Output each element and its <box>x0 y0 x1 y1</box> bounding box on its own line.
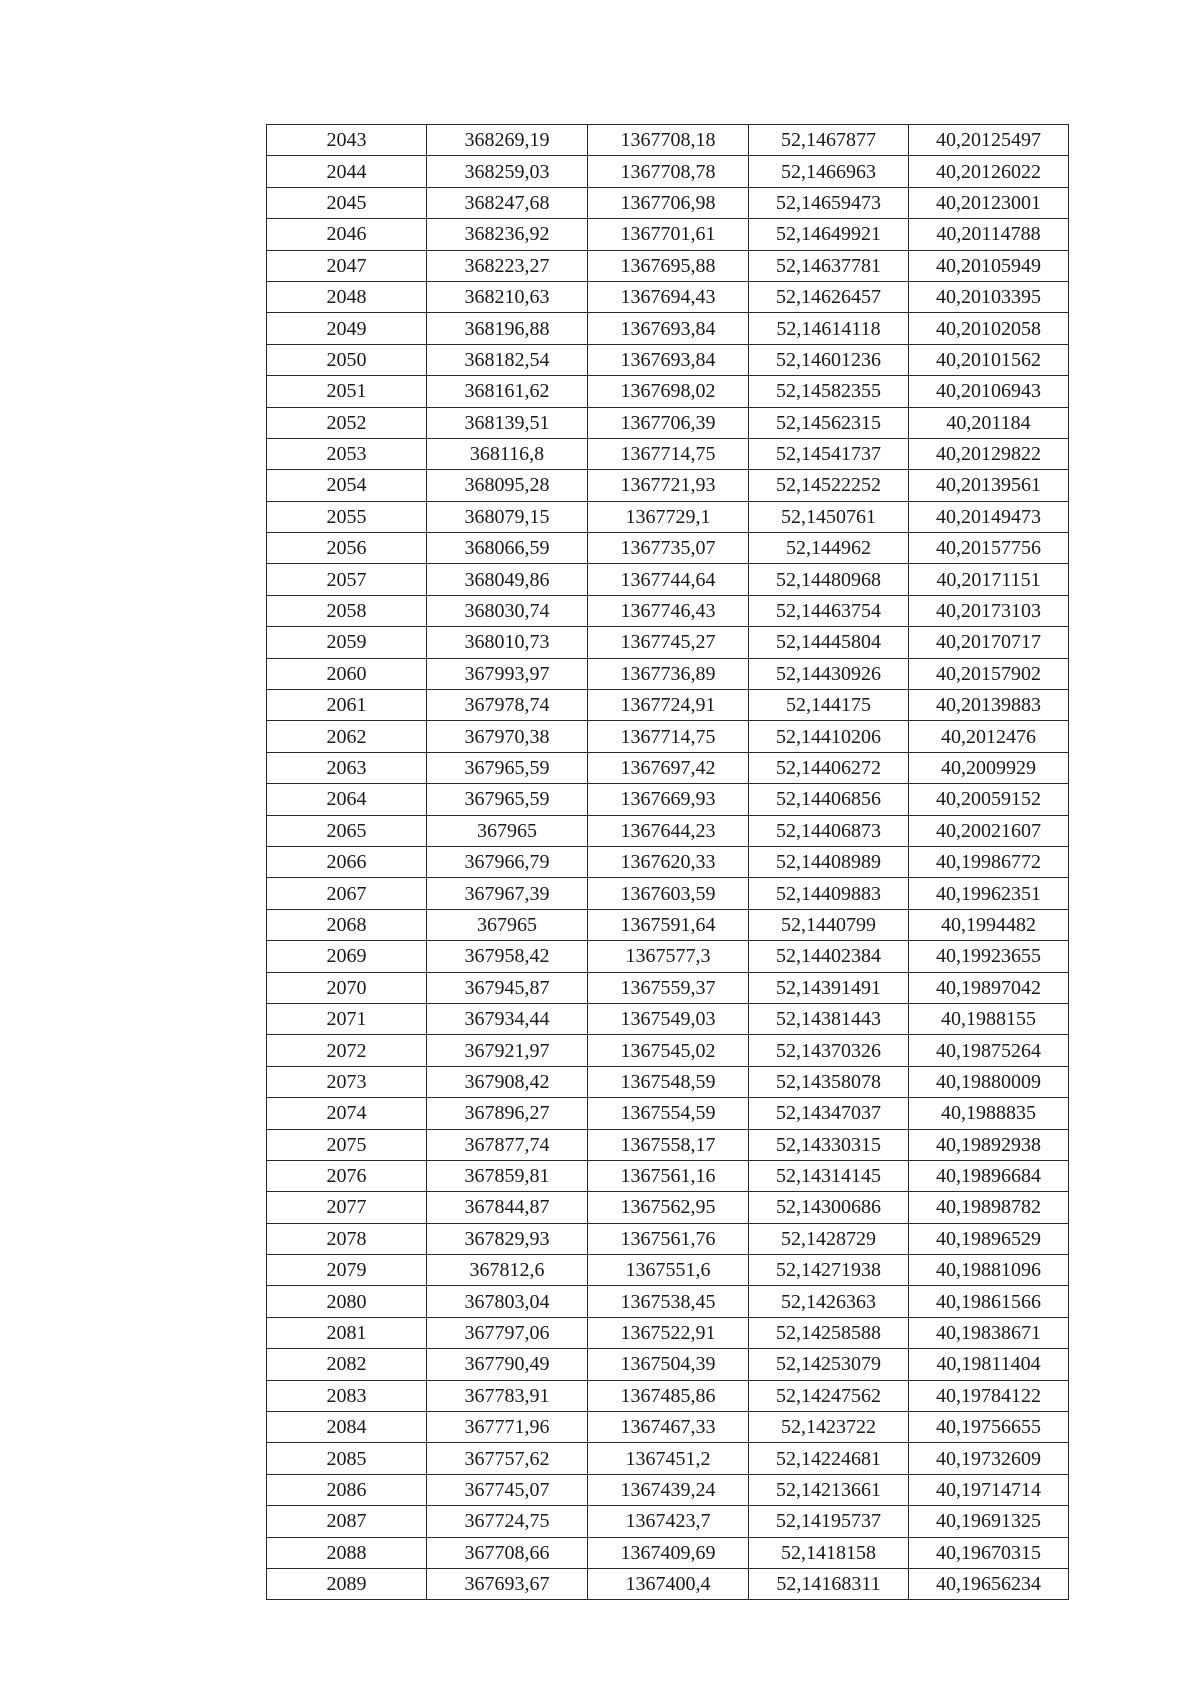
x-coordinate-cell: 367877,74 <box>427 1129 588 1160</box>
x-coordinate-cell: 367965 <box>427 909 588 940</box>
y-coordinate-cell: 1367485,86 <box>588 1380 749 1411</box>
point-number-cell: 2075 <box>267 1129 427 1160</box>
table-row <box>267 125 1069 156</box>
table-row <box>267 1537 1069 1568</box>
longitude-cell: 40,19656234 <box>909 1568 1069 1599</box>
longitude-cell: 40,19962351 <box>909 878 1069 909</box>
latitude-cell: 52,14626457 <box>749 281 909 312</box>
longitude-cell: 40,20101562 <box>909 344 1069 375</box>
latitude-cell: 52,14271938 <box>749 1255 909 1286</box>
latitude-cell: 52,1466963 <box>749 156 909 187</box>
table-row <box>267 1568 1069 1599</box>
x-coordinate-cell: 368079,15 <box>427 501 588 532</box>
y-coordinate-cell: 1367451,2 <box>588 1443 749 1474</box>
point-number-cell: 2066 <box>267 846 427 877</box>
latitude-cell: 52,14463754 <box>749 595 909 626</box>
x-coordinate-cell: 368196,88 <box>427 313 588 344</box>
longitude-cell: 40,20021607 <box>909 815 1069 846</box>
table-row <box>267 156 1069 187</box>
table-row <box>267 1317 1069 1348</box>
y-coordinate-cell: 1367729,1 <box>588 501 749 532</box>
longitude-cell: 40,19838671 <box>909 1317 1069 1348</box>
longitude-cell: 40,20170717 <box>909 627 1069 658</box>
point-number-cell: 2071 <box>267 1003 427 1034</box>
longitude-cell: 40,19670315 <box>909 1537 1069 1568</box>
longitude-cell: 40,20106943 <box>909 376 1069 407</box>
x-coordinate-cell: 367745,07 <box>427 1474 588 1505</box>
longitude-cell: 40,19897042 <box>909 972 1069 1003</box>
y-coordinate-cell: 1367745,27 <box>588 627 749 658</box>
point-number-cell: 2067 <box>267 878 427 909</box>
point-number-cell: 2069 <box>267 941 427 972</box>
longitude-cell: 40,19892938 <box>909 1129 1069 1160</box>
longitude-cell: 40,20171151 <box>909 564 1069 595</box>
point-number-cell: 2084 <box>267 1412 427 1443</box>
latitude-cell: 52,14300686 <box>749 1192 909 1223</box>
table-row <box>267 1474 1069 1505</box>
x-coordinate-cell: 367958,42 <box>427 941 588 972</box>
table-row <box>267 376 1069 407</box>
longitude-cell: 40,19881096 <box>909 1255 1069 1286</box>
table-row <box>267 658 1069 689</box>
x-coordinate-cell: 367797,06 <box>427 1317 588 1348</box>
longitude-cell: 40,20114788 <box>909 219 1069 250</box>
table-row <box>267 187 1069 218</box>
longitude-cell: 40,19811404 <box>909 1349 1069 1380</box>
point-number-cell: 2058 <box>267 595 427 626</box>
x-coordinate-cell: 367966,79 <box>427 846 588 877</box>
latitude-cell: 52,1418158 <box>749 1537 909 1568</box>
latitude-cell: 52,1423722 <box>749 1412 909 1443</box>
table-row <box>267 219 1069 250</box>
x-coordinate-cell: 367790,49 <box>427 1349 588 1380</box>
longitude-cell: 40,20149473 <box>909 501 1069 532</box>
y-coordinate-cell: 1367545,02 <box>588 1035 749 1066</box>
y-coordinate-cell: 1367693,84 <box>588 344 749 375</box>
x-coordinate-cell: 368247,68 <box>427 187 588 218</box>
point-number-cell: 2074 <box>267 1098 427 1129</box>
latitude-cell: 52,14522252 <box>749 470 909 501</box>
table-body <box>267 125 1069 1600</box>
longitude-cell: 40,20125497 <box>909 125 1069 156</box>
y-coordinate-cell: 1367706,98 <box>588 187 749 218</box>
point-number-cell: 2045 <box>267 187 427 218</box>
latitude-cell: 52,14370326 <box>749 1035 909 1066</box>
x-coordinate-cell: 368210,63 <box>427 281 588 312</box>
point-number-cell: 2053 <box>267 438 427 469</box>
latitude-cell: 52,14408989 <box>749 846 909 877</box>
latitude-cell: 52,14637781 <box>749 250 909 281</box>
x-coordinate-cell: 367859,81 <box>427 1160 588 1191</box>
x-coordinate-cell: 368066,59 <box>427 533 588 564</box>
point-number-cell: 2073 <box>267 1066 427 1097</box>
table-row <box>267 1035 1069 1066</box>
x-coordinate-cell: 367757,62 <box>427 1443 588 1474</box>
point-number-cell: 2064 <box>267 784 427 815</box>
latitude-cell: 52,14562315 <box>749 407 909 438</box>
x-coordinate-cell: 367771,96 <box>427 1412 588 1443</box>
point-number-cell: 2043 <box>267 125 427 156</box>
latitude-cell: 52,14381443 <box>749 1003 909 1034</box>
y-coordinate-cell: 1367735,07 <box>588 533 749 564</box>
point-number-cell: 2062 <box>267 721 427 752</box>
table-row <box>267 846 1069 877</box>
table-row <box>267 784 1069 815</box>
y-coordinate-cell: 1367708,18 <box>588 125 749 156</box>
point-number-cell: 2070 <box>267 972 427 1003</box>
y-coordinate-cell: 1367721,93 <box>588 470 749 501</box>
y-coordinate-cell: 1367561,76 <box>588 1223 749 1254</box>
y-coordinate-cell: 1367669,93 <box>588 784 749 815</box>
longitude-cell: 40,20139883 <box>909 690 1069 721</box>
longitude-cell: 40,19714714 <box>909 1474 1069 1505</box>
latitude-cell: 52,1428729 <box>749 1223 909 1254</box>
table-row <box>267 878 1069 909</box>
point-number-cell: 2068 <box>267 909 427 940</box>
y-coordinate-cell: 1367549,03 <box>588 1003 749 1034</box>
y-coordinate-cell: 1367548,59 <box>588 1066 749 1097</box>
point-number-cell: 2054 <box>267 470 427 501</box>
latitude-cell: 52,14247562 <box>749 1380 909 1411</box>
point-number-cell: 2060 <box>267 658 427 689</box>
y-coordinate-cell: 1367706,39 <box>588 407 749 438</box>
x-coordinate-cell: 367693,67 <box>427 1568 588 1599</box>
y-coordinate-cell: 1367554,59 <box>588 1098 749 1129</box>
x-coordinate-cell: 367945,87 <box>427 972 588 1003</box>
y-coordinate-cell: 1367697,42 <box>588 752 749 783</box>
x-coordinate-cell: 367970,38 <box>427 721 588 752</box>
table-row <box>267 690 1069 721</box>
longitude-cell: 40,19898782 <box>909 1192 1069 1223</box>
longitude-cell: 40,19986772 <box>909 846 1069 877</box>
y-coordinate-cell: 1367736,89 <box>588 658 749 689</box>
table-row <box>267 1160 1069 1191</box>
point-number-cell: 2072 <box>267 1035 427 1066</box>
longitude-cell: 40,20059152 <box>909 784 1069 815</box>
latitude-cell: 52,14410206 <box>749 721 909 752</box>
table-row <box>267 1412 1069 1443</box>
table-row <box>267 595 1069 626</box>
latitude-cell: 52,14314145 <box>749 1160 909 1191</box>
point-number-cell: 2044 <box>267 156 427 187</box>
point-number-cell: 2047 <box>267 250 427 281</box>
longitude-cell: 40,19861566 <box>909 1286 1069 1317</box>
point-number-cell: 2057 <box>267 564 427 595</box>
table-row <box>267 281 1069 312</box>
x-coordinate-cell: 368269,19 <box>427 125 588 156</box>
latitude-cell: 52,14213661 <box>749 1474 909 1505</box>
point-number-cell: 2088 <box>267 1537 427 1568</box>
latitude-cell: 52,14391491 <box>749 972 909 1003</box>
longitude-cell: 40,20129822 <box>909 438 1069 469</box>
point-number-cell: 2065 <box>267 815 427 846</box>
x-coordinate-cell: 367993,97 <box>427 658 588 689</box>
x-coordinate-cell: 368223,27 <box>427 250 588 281</box>
table-row <box>267 1286 1069 1317</box>
latitude-cell: 52,14480968 <box>749 564 909 595</box>
x-coordinate-cell: 368116,8 <box>427 438 588 469</box>
latitude-cell: 52,14614118 <box>749 313 909 344</box>
x-coordinate-cell: 368049,86 <box>427 564 588 595</box>
coordinates-table <box>266 124 1069 1600</box>
y-coordinate-cell: 1367695,88 <box>588 250 749 281</box>
table-row <box>267 1129 1069 1160</box>
longitude-cell: 40,20105949 <box>909 250 1069 281</box>
y-coordinate-cell: 1367561,16 <box>588 1160 749 1191</box>
table-row <box>267 1003 1069 1034</box>
y-coordinate-cell: 1367551,6 <box>588 1255 749 1286</box>
point-number-cell: 2087 <box>267 1506 427 1537</box>
x-coordinate-cell: 368161,62 <box>427 376 588 407</box>
y-coordinate-cell: 1367439,24 <box>588 1474 749 1505</box>
x-coordinate-cell: 367896,27 <box>427 1098 588 1129</box>
table-row <box>267 815 1069 846</box>
point-number-cell: 2082 <box>267 1349 427 1380</box>
longitude-cell: 40,19784122 <box>909 1380 1069 1411</box>
latitude-cell: 52,14406873 <box>749 815 909 846</box>
point-number-cell: 2080 <box>267 1286 427 1317</box>
latitude-cell: 52,1450761 <box>749 501 909 532</box>
longitude-cell: 40,20139561 <box>909 470 1069 501</box>
point-number-cell: 2079 <box>267 1255 427 1286</box>
table-row <box>267 564 1069 595</box>
latitude-cell: 52,14430926 <box>749 658 909 689</box>
x-coordinate-cell: 367724,75 <box>427 1506 588 1537</box>
table-row <box>267 344 1069 375</box>
point-number-cell: 2063 <box>267 752 427 783</box>
point-number-cell: 2077 <box>267 1192 427 1223</box>
point-number-cell: 2049 <box>267 313 427 344</box>
longitude-cell: 40,20157756 <box>909 533 1069 564</box>
table-row <box>267 313 1069 344</box>
x-coordinate-cell: 367812,6 <box>427 1255 588 1286</box>
x-coordinate-cell: 367844,87 <box>427 1192 588 1223</box>
table-row <box>267 627 1069 658</box>
table-row <box>267 1098 1069 1129</box>
point-number-cell: 2055 <box>267 501 427 532</box>
table-row <box>267 721 1069 752</box>
longitude-cell: 40,20173103 <box>909 595 1069 626</box>
longitude-cell: 40,19756655 <box>909 1412 1069 1443</box>
table-row <box>267 972 1069 1003</box>
y-coordinate-cell: 1367644,23 <box>588 815 749 846</box>
point-number-cell: 2059 <box>267 627 427 658</box>
y-coordinate-cell: 1367620,33 <box>588 846 749 877</box>
latitude-cell: 52,14258588 <box>749 1317 909 1348</box>
table-row <box>267 752 1069 783</box>
x-coordinate-cell: 367965,59 <box>427 752 588 783</box>
y-coordinate-cell: 1367400,4 <box>588 1568 749 1599</box>
latitude-cell: 52,14601236 <box>749 344 909 375</box>
longitude-cell: 40,1988835 <box>909 1098 1069 1129</box>
latitude-cell: 52,14224681 <box>749 1443 909 1474</box>
x-coordinate-cell: 367967,39 <box>427 878 588 909</box>
table-row <box>267 1192 1069 1223</box>
point-number-cell: 2061 <box>267 690 427 721</box>
point-number-cell: 2076 <box>267 1160 427 1191</box>
table-row <box>267 501 1069 532</box>
longitude-cell: 40,19875264 <box>909 1035 1069 1066</box>
latitude-cell: 52,14409883 <box>749 878 909 909</box>
point-number-cell: 2081 <box>267 1317 427 1348</box>
y-coordinate-cell: 1367559,37 <box>588 972 749 1003</box>
point-number-cell: 2086 <box>267 1474 427 1505</box>
table-row <box>267 941 1069 972</box>
longitude-cell: 40,20157902 <box>909 658 1069 689</box>
table-row <box>267 533 1069 564</box>
latitude-cell: 52,144962 <box>749 533 909 564</box>
point-number-cell: 2046 <box>267 219 427 250</box>
y-coordinate-cell: 1367522,91 <box>588 1317 749 1348</box>
y-coordinate-cell: 1367746,43 <box>588 595 749 626</box>
x-coordinate-cell: 368095,28 <box>427 470 588 501</box>
y-coordinate-cell: 1367714,75 <box>588 721 749 752</box>
longitude-cell: 40,20123001 <box>909 187 1069 218</box>
latitude-cell: 52,1467877 <box>749 125 909 156</box>
y-coordinate-cell: 1367577,3 <box>588 941 749 972</box>
point-number-cell: 2078 <box>267 1223 427 1254</box>
longitude-cell: 40,19896529 <box>909 1223 1069 1254</box>
x-coordinate-cell: 368236,92 <box>427 219 588 250</box>
point-number-cell: 2048 <box>267 281 427 312</box>
table-row <box>267 1380 1069 1411</box>
latitude-cell: 52,14659473 <box>749 187 909 218</box>
latitude-cell: 52,14402384 <box>749 941 909 972</box>
table-row <box>267 250 1069 281</box>
longitude-cell: 40,20126022 <box>909 156 1069 187</box>
y-coordinate-cell: 1367724,91 <box>588 690 749 721</box>
longitude-cell: 40,20103395 <box>909 281 1069 312</box>
latitude-cell: 52,14347037 <box>749 1098 909 1129</box>
y-coordinate-cell: 1367701,61 <box>588 219 749 250</box>
x-coordinate-cell: 367829,93 <box>427 1223 588 1254</box>
latitude-cell: 52,14195737 <box>749 1506 909 1537</box>
x-coordinate-cell: 368010,73 <box>427 627 588 658</box>
point-number-cell: 2089 <box>267 1568 427 1599</box>
longitude-cell: 40,2009929 <box>909 752 1069 783</box>
y-coordinate-cell: 1367693,84 <box>588 313 749 344</box>
y-coordinate-cell: 1367538,45 <box>588 1286 749 1317</box>
latitude-cell: 52,14168311 <box>749 1568 909 1599</box>
table-row <box>267 1349 1069 1380</box>
latitude-cell: 52,14445804 <box>749 627 909 658</box>
table-row <box>267 438 1069 469</box>
x-coordinate-cell: 368139,51 <box>427 407 588 438</box>
point-number-cell: 2083 <box>267 1380 427 1411</box>
x-coordinate-cell: 367708,66 <box>427 1537 588 1568</box>
x-coordinate-cell: 367783,91 <box>427 1380 588 1411</box>
y-coordinate-cell: 1367694,43 <box>588 281 749 312</box>
latitude-cell: 52,1426363 <box>749 1286 909 1317</box>
y-coordinate-cell: 1367708,78 <box>588 156 749 187</box>
longitude-cell: 40,2012476 <box>909 721 1069 752</box>
y-coordinate-cell: 1367591,64 <box>588 909 749 940</box>
latitude-cell: 52,14253079 <box>749 1349 909 1380</box>
longitude-cell: 40,19691325 <box>909 1506 1069 1537</box>
x-coordinate-cell: 367978,74 <box>427 690 588 721</box>
y-coordinate-cell: 1367562,95 <box>588 1192 749 1223</box>
table-row <box>267 1506 1069 1537</box>
x-coordinate-cell: 367921,97 <box>427 1035 588 1066</box>
longitude-cell: 40,201184 <box>909 407 1069 438</box>
latitude-cell: 52,14649921 <box>749 219 909 250</box>
y-coordinate-cell: 1367504,39 <box>588 1349 749 1380</box>
table-row <box>267 407 1069 438</box>
point-number-cell: 2050 <box>267 344 427 375</box>
latitude-cell: 52,14330315 <box>749 1129 909 1160</box>
x-coordinate-cell: 367908,42 <box>427 1066 588 1097</box>
y-coordinate-cell: 1367714,75 <box>588 438 749 469</box>
table-row <box>267 1443 1069 1474</box>
longitude-cell: 40,19732609 <box>909 1443 1069 1474</box>
x-coordinate-cell: 368182,54 <box>427 344 588 375</box>
latitude-cell: 52,144175 <box>749 690 909 721</box>
table-row <box>267 1255 1069 1286</box>
table-row <box>267 470 1069 501</box>
latitude-cell: 52,14406856 <box>749 784 909 815</box>
table-row <box>267 1066 1069 1097</box>
table-row <box>267 909 1069 940</box>
longitude-cell: 40,1988155 <box>909 1003 1069 1034</box>
y-coordinate-cell: 1367744,64 <box>588 564 749 595</box>
y-coordinate-cell: 1367423,7 <box>588 1506 749 1537</box>
longitude-cell: 40,19923655 <box>909 941 1069 972</box>
latitude-cell: 52,14358078 <box>749 1066 909 1097</box>
point-number-cell: 2085 <box>267 1443 427 1474</box>
longitude-cell: 40,19880009 <box>909 1066 1069 1097</box>
longitude-cell: 40,1994482 <box>909 909 1069 940</box>
y-coordinate-cell: 1367603,59 <box>588 878 749 909</box>
y-coordinate-cell: 1367467,33 <box>588 1412 749 1443</box>
x-coordinate-cell: 367934,44 <box>427 1003 588 1034</box>
longitude-cell: 40,20102058 <box>909 313 1069 344</box>
x-coordinate-cell: 367803,04 <box>427 1286 588 1317</box>
table-row <box>267 1223 1069 1254</box>
x-coordinate-cell: 368030,74 <box>427 595 588 626</box>
latitude-cell: 52,14541737 <box>749 438 909 469</box>
latitude-cell: 52,14406272 <box>749 752 909 783</box>
x-coordinate-cell: 367965,59 <box>427 784 588 815</box>
y-coordinate-cell: 1367698,02 <box>588 376 749 407</box>
x-coordinate-cell: 367965 <box>427 815 588 846</box>
point-number-cell: 2052 <box>267 407 427 438</box>
y-coordinate-cell: 1367558,17 <box>588 1129 749 1160</box>
latitude-cell: 52,14582355 <box>749 376 909 407</box>
x-coordinate-cell: 368259,03 <box>427 156 588 187</box>
point-number-cell: 2056 <box>267 533 427 564</box>
point-number-cell: 2051 <box>267 376 427 407</box>
latitude-cell: 52,1440799 <box>749 909 909 940</box>
y-coordinate-cell: 1367409,69 <box>588 1537 749 1568</box>
longitude-cell: 40,19896684 <box>909 1160 1069 1191</box>
